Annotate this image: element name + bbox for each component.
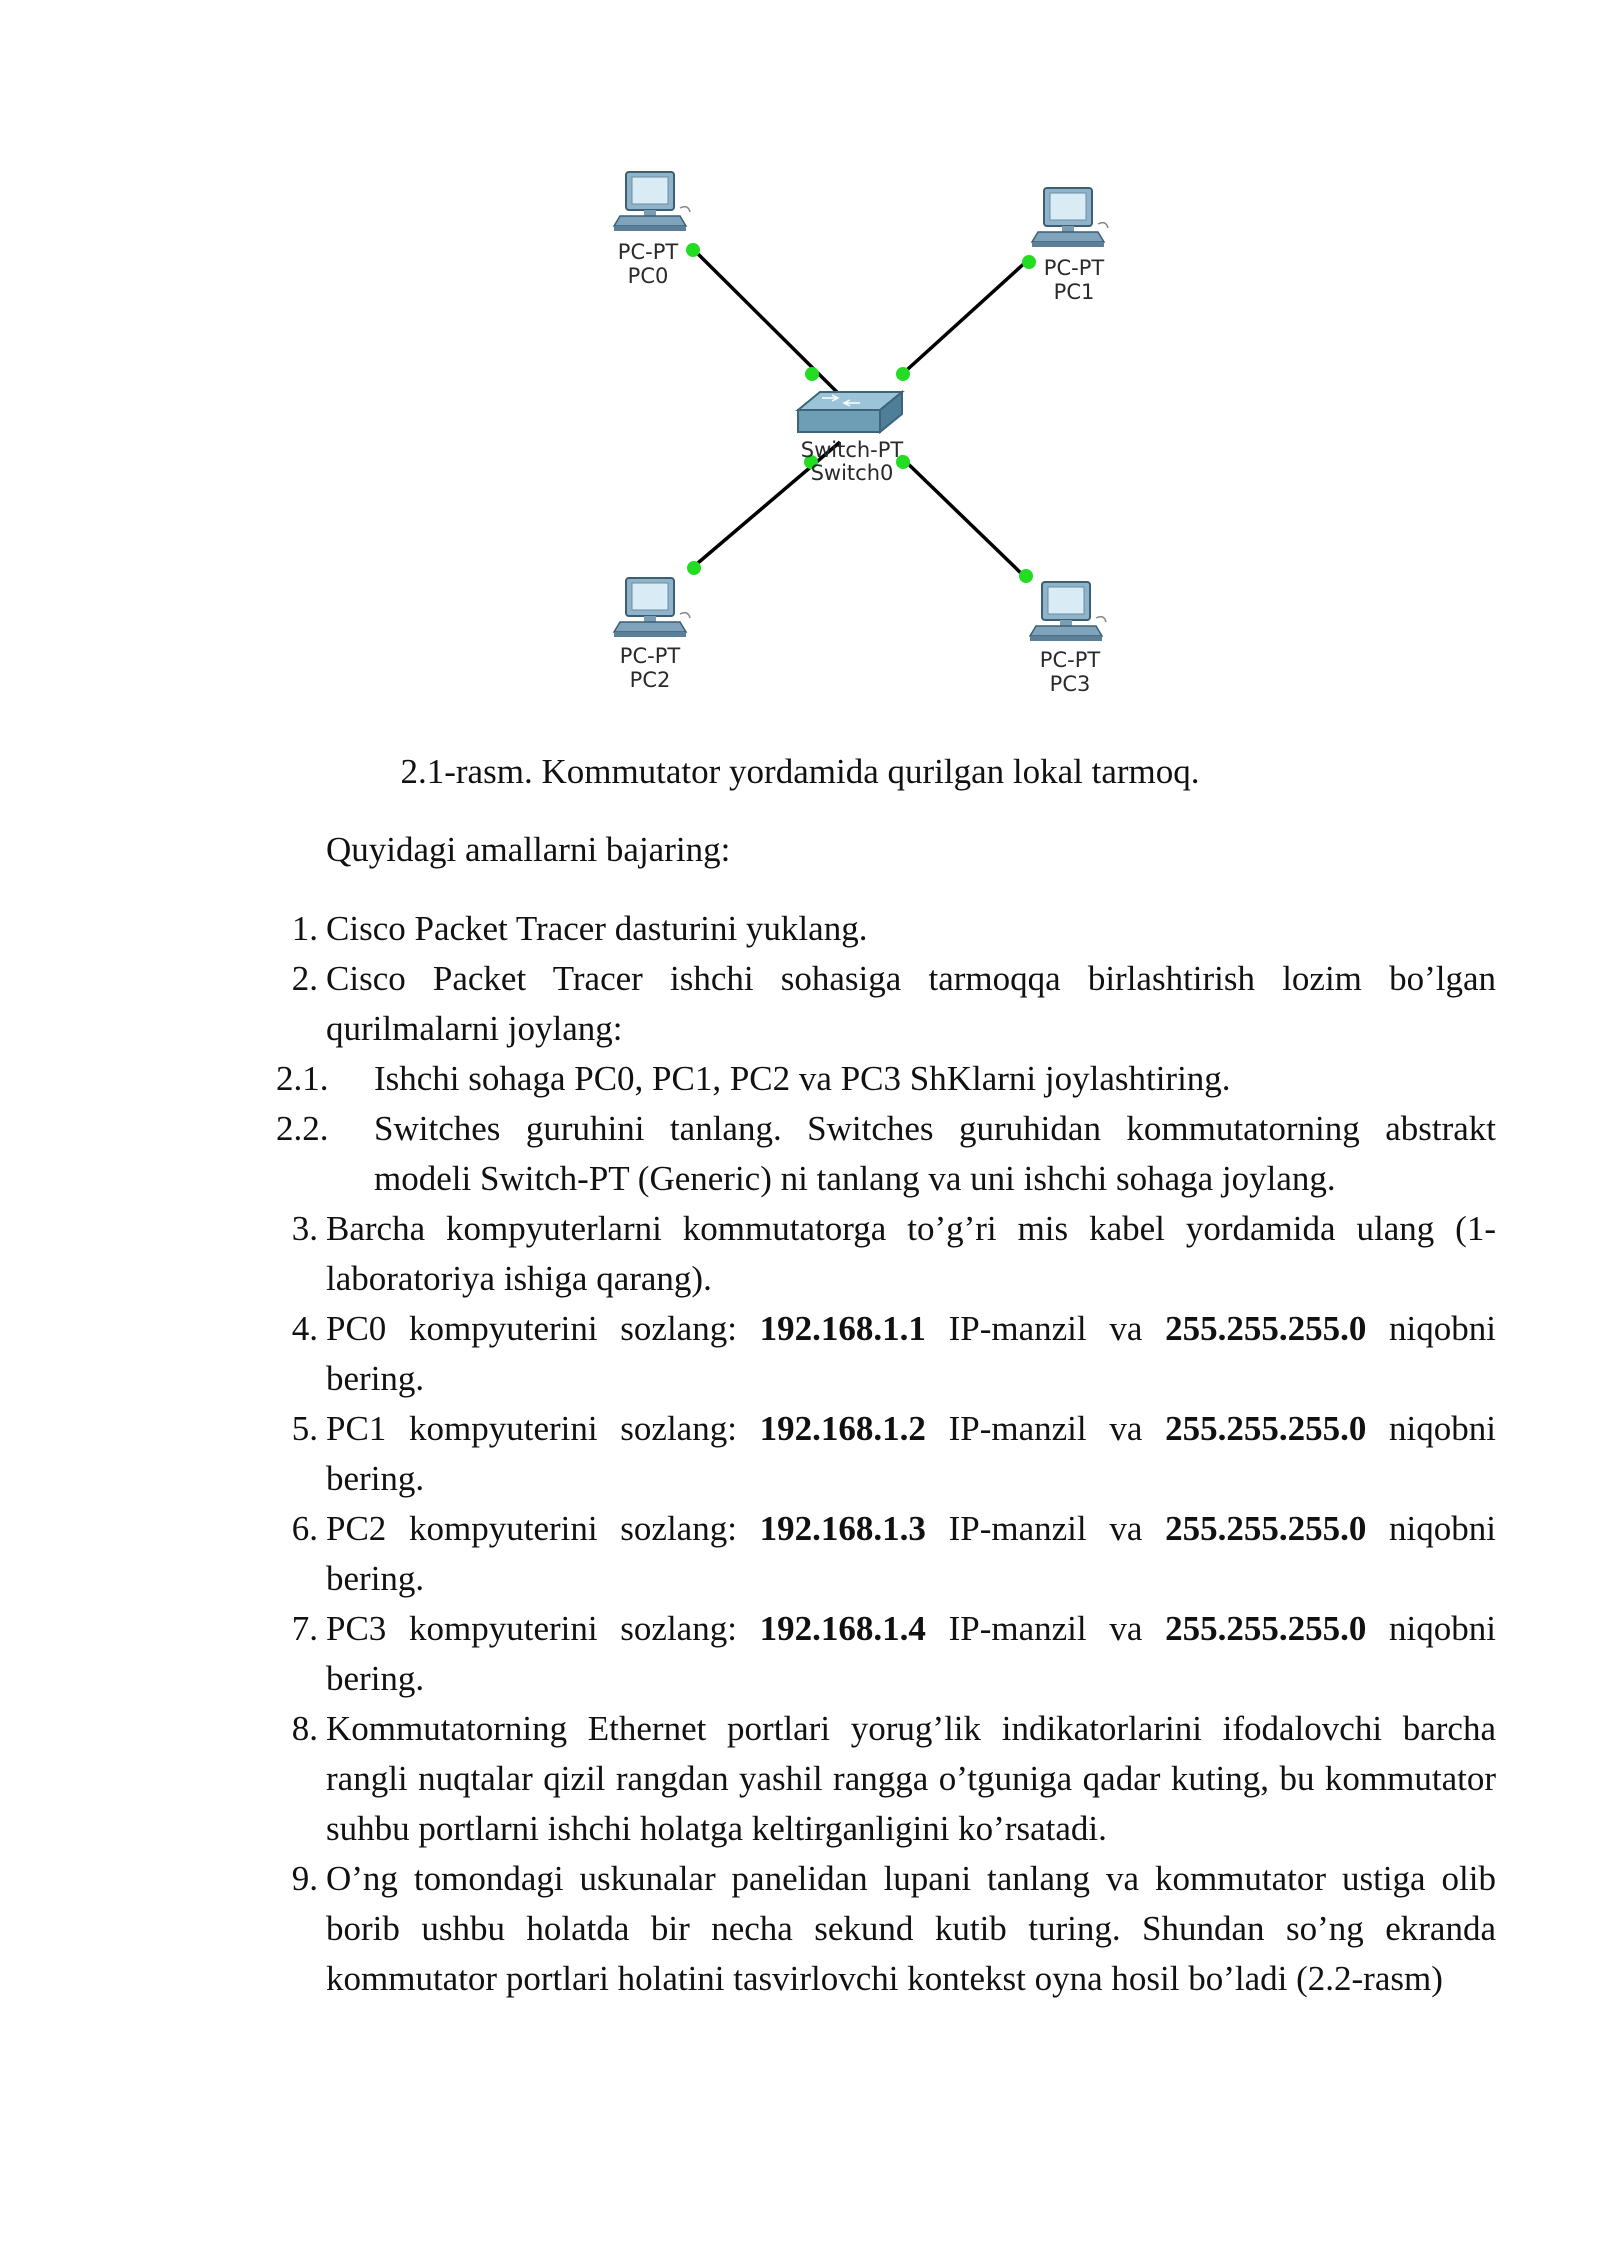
switch-icon	[798, 392, 902, 432]
step-text: PC2 kompyuterini sozlang: 192.168.1.3 IP-manzil va 255.255.255.0 niqobni bering.	[326, 1509, 1496, 1598]
step-number: 9.	[291, 1859, 318, 1898]
instructions-intro: Quyidagi amallarni bajaring:	[326, 830, 731, 869]
switch0-name-label: Switch0	[810, 461, 894, 485]
pc3-name-label: PC3	[1049, 672, 1091, 696]
ip-address: 192.168.1.2	[759, 1409, 926, 1448]
list-item	[276, 1854, 1496, 2004]
substep-number: 2.1.	[276, 1059, 329, 1098]
ip-address: 192.168.1.3	[759, 1509, 926, 1548]
ip-address: 192.168.1.1	[759, 1309, 926, 1348]
ip-address: 192.168.1.4	[759, 1609, 926, 1648]
list-item	[276, 1104, 1496, 1204]
list-item	[276, 1304, 1496, 1404]
steps-list	[276, 904, 1496, 2004]
link-light-pc0-end	[686, 243, 700, 257]
step-text: Barcha kompyuterlarni kommutatorga to’g’ri mis kabel yordamida ulang (1-laboratoriya ishiga qarang).	[326, 1209, 1496, 1298]
list-item	[276, 1204, 1496, 1304]
list-item	[276, 1054, 1496, 1104]
step-text: Cisco Packet Tracer ishchi sohasiga tarmoqqa birlashtirish lozim bo’lgan qurilmalarni joylang:	[326, 959, 1496, 1048]
network-topology-diagram	[590, 160, 1130, 720]
subnet-mask: 255.255.255.0	[1165, 1409, 1367, 1448]
cable-pc0-switch0	[692, 248, 843, 398]
link-light-pc2-end	[687, 561, 701, 575]
pc1-computer-icon	[1032, 188, 1108, 247]
subnet-mask: 255.255.255.0	[1165, 1609, 1367, 1648]
pc0-computer-icon	[614, 172, 690, 231]
list-item	[276, 1604, 1496, 1704]
cable-pc3-switch0	[900, 456, 1024, 576]
list-item	[276, 904, 1496, 954]
pc2-name-label: PC2	[629, 668, 671, 692]
step-text: Switches guruhini tanlang. Switches guruhidan kommutatorning abstrakt modeli Switch-PT (Generic) ni tanlang va uni ishchi sohaga joylang.	[374, 1109, 1496, 1198]
step-text: PC1 kompyuterini sozlang: 192.168.1.2 IP-manzil va 255.255.255.0 niqobni bering.	[326, 1409, 1496, 1498]
list-item	[276, 1704, 1496, 1854]
cable-pc1-switch0	[898, 260, 1028, 378]
step-text: Kommutatorning Ethernet portlari yorug’lik indikatorlarini ifodalovchi barcha rangli nuqtalar qizil rangdan yashil rangga o’tguniga qadar kuting, bu kommutator suhbu portlarni ishchi holatga keltirganligini ko’rsatadi.	[326, 1709, 1496, 1848]
list-item	[276, 1404, 1496, 1504]
subnet-mask: 255.255.255.0	[1165, 1309, 1367, 1348]
pc3-type-label: PC-PT	[1039, 648, 1101, 672]
list-item	[276, 954, 1496, 1054]
list-item	[276, 1504, 1496, 1604]
step-text: PC0 kompyuterini sozlang: 192.168.1.1 IP-manzil va 255.255.255.0 niqobni bering.	[326, 1309, 1496, 1398]
link-light-pc3-end	[1019, 569, 1033, 583]
step-number: 6.	[291, 1509, 318, 1548]
pc1-type-label: PC-PT	[1043, 256, 1105, 280]
step-number: 3.	[291, 1209, 318, 1248]
figure-caption: 2.1-rasm. Kommutator yordamida qurilgan lokal tarmoq.	[400, 752, 1200, 791]
pc0-name-label: PC0	[627, 264, 669, 288]
pc3-computer-icon	[1030, 582, 1106, 641]
step-number: 4.	[291, 1309, 318, 1348]
step-number: 2.	[291, 959, 318, 998]
pc0-type-label: PC-PT	[617, 240, 679, 264]
link-light-pc1-switch	[896, 367, 910, 381]
pc2-computer-icon	[614, 578, 690, 637]
step-number: 1.	[291, 909, 318, 948]
step-number: 7.	[291, 1609, 318, 1648]
step-number: 8.	[291, 1709, 318, 1748]
step-text: PC3 kompyuterini sozlang: 192.168.1.4 IP-manzil va 255.255.255.0 niqobni bering.	[326, 1609, 1496, 1698]
link-light-pc1-end	[1022, 255, 1036, 269]
subnet-mask: 255.255.255.0	[1165, 1509, 1367, 1548]
step-number: 5.	[291, 1409, 318, 1448]
pc2-type-label: PC-PT	[619, 644, 681, 668]
step-text: O’ng tomondagi uskunalar panelidan lupani tanlang va kommutator ustiga olib borib ushbu holatda bir necha sekund kutib turing. Shundan so’ng ekranda kommutator portlari holatini tasvirlovchi kontekst oyna hosil bo’ladi (2.2-rasm)	[326, 1859, 1496, 1998]
step-text: Cisco Packet Tracer dasturini yuklang.	[326, 909, 868, 948]
step-text: Ishchi sohaga PC0, PC1, PC2 va PC3 ShKlarni joylashtiring.	[374, 1059, 1231, 1098]
link-light-pc0-switch	[805, 367, 819, 381]
substep-number: 2.2.	[276, 1109, 329, 1148]
switch0-type-label: Switch-PT	[800, 438, 904, 462]
pc1-name-label: PC1	[1053, 280, 1095, 304]
